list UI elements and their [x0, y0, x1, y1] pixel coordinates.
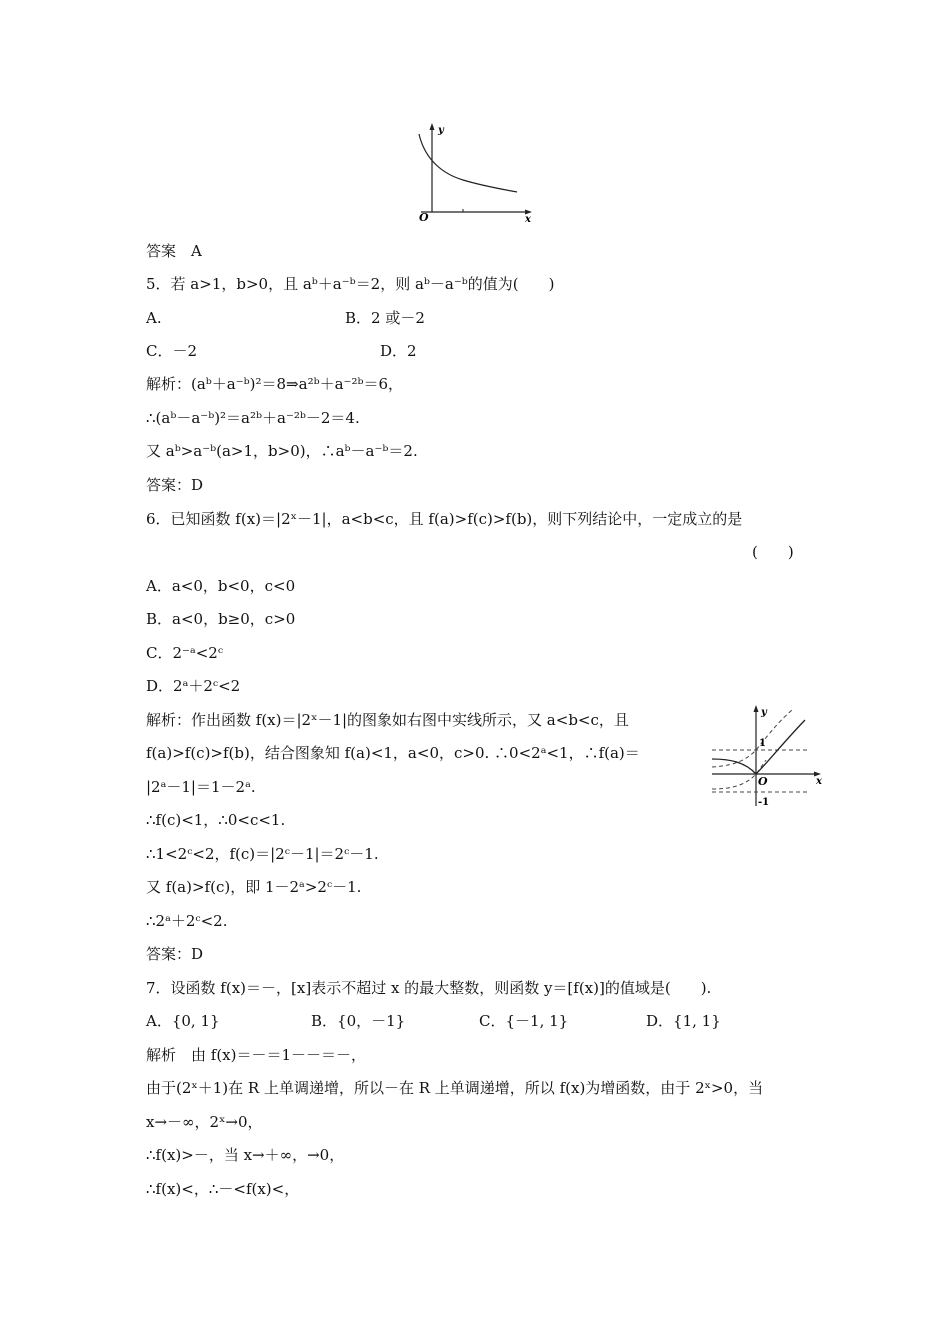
- q7-solution-1: 解析 由 f(x)＝－＝1－－＝－，: [146, 1046, 367, 1064]
- graph2-label-m1: -1: [758, 797, 770, 808]
- q6-solution-6: 又 f(a)>f(c)，即 1－2ᵃ>2ᶜ－1.: [146, 878, 362, 896]
- answer-q4: 答案 A: [146, 242, 202, 260]
- q6-solution-5: ∴1<2ᶜ<2，f(c)＝|2ᶜ－1|＝2ᶜ－1.: [146, 845, 379, 863]
- q6-solution-2: f(a)>f(c)>f(b)，结合图象知 f(a)<1，a<0，c>0. ∴0<2ᵃ<1，∴f(a)＝: [146, 744, 640, 762]
- question-7: 7．设函数 f(x)＝－，[x]表示不超过 x 的最大整数，则函数 y＝[f(x)]的值域是( ).: [146, 979, 712, 997]
- abs-exponential-graph: [690, 702, 830, 810]
- decreasing-curve: [419, 134, 517, 192]
- q7-solution-3: x→－∞，2ˣ→0，: [146, 1113, 263, 1131]
- q5-option-d: D．2: [380, 342, 417, 360]
- q6-solution-1: 解析：作出函数 f(x)＝|2ˣ－1|的图象如右图中实线所示，又 a<b<c，且: [146, 711, 629, 729]
- q5-option-b: B．2 或－2: [345, 309, 425, 327]
- graph2-origin-label: O: [758, 775, 768, 788]
- answer-q5: 答案：D: [146, 476, 204, 494]
- graph2-y-label: y: [761, 707, 767, 718]
- q6-solution-4: ∴f(c)<1，∴0<c<1.: [146, 811, 286, 829]
- q7-solution-5: ∴f(x)<，∴－<f(x)<，: [146, 1180, 300, 1198]
- q5-solution-3: 又 aᵇ>a⁻ᵇ(a>1，b>0)，∴aᵇ－a⁻ᵇ＝2.: [146, 442, 418, 460]
- graph2-x-label: x: [816, 776, 822, 787]
- q5-solution-2: ∴(aᵇ－a⁻ᵇ)²＝a²ᵇ＋a⁻²ᵇ－2＝4.: [146, 409, 360, 427]
- q6-option-d: D．2ᵃ＋2ᶜ<2: [146, 677, 241, 695]
- q7-solution-2: 由于(2ˣ＋1)在 R 上单调递增，所以－在 R 上单调递增，所以 f(x)为增函数，由于 2ˣ>0，当: [146, 1079, 764, 1097]
- q6-solution-3: |2ᵃ－1|＝1－2ᵃ.: [146, 778, 256, 796]
- q7-option-a: A．{0, 1}: [146, 1012, 220, 1030]
- q6-option-c: C．2⁻ᵃ<2ᶜ: [146, 644, 224, 662]
- question-5: 5．若 a>1，b>0，且 aᵇ＋a⁻ᵇ＝2，则 aᵇ－a⁻ᵇ的值为( ): [146, 275, 555, 293]
- dashed-exp-curve: [712, 710, 792, 767]
- graph1-y-label: y: [438, 125, 444, 136]
- q6-option-b: B．a<0，b≥0，c>0: [146, 610, 296, 628]
- y-axis-arrow: [430, 123, 435, 130]
- graph1-origin-label: O: [419, 211, 429, 224]
- question-6: 6．已知函数 f(x)＝|2ˣ－1|，a<b<c，且 f(a)>f(c)>f(b)，则下列结论中，一定成立的是: [146, 510, 743, 528]
- q5-option-c: C．－2: [146, 342, 198, 360]
- q7-option-c: C．{－1, 1}: [479, 1012, 569, 1030]
- answer-q6: 答案：D: [146, 945, 204, 963]
- q7-option-d: D．{1, 1}: [646, 1012, 721, 1030]
- q5-solution-1: 解析：(aᵇ＋a⁻ᵇ)²＝8⇒a²ᵇ＋a⁻²ᵇ＝6，: [146, 375, 404, 393]
- q7-option-b: B．{0，－1}: [311, 1012, 406, 1030]
- graph1-x-label: x: [525, 214, 531, 225]
- graph2-label-1: 1: [759, 738, 766, 749]
- q6-paren: ( ): [752, 543, 794, 561]
- q7-solution-4: ∴f(x)>－，当 x→＋∞，→0，: [146, 1146, 345, 1164]
- decreasing-curve-graph: [405, 120, 540, 225]
- q5-option-a: A.: [146, 309, 162, 327]
- y-axis-arrow: [754, 705, 759, 712]
- q6-solution-7: ∴2ᵃ＋2ᶜ<2.: [146, 912, 228, 930]
- q6-option-a: A．a<0，b<0，c<0: [146, 577, 296, 595]
